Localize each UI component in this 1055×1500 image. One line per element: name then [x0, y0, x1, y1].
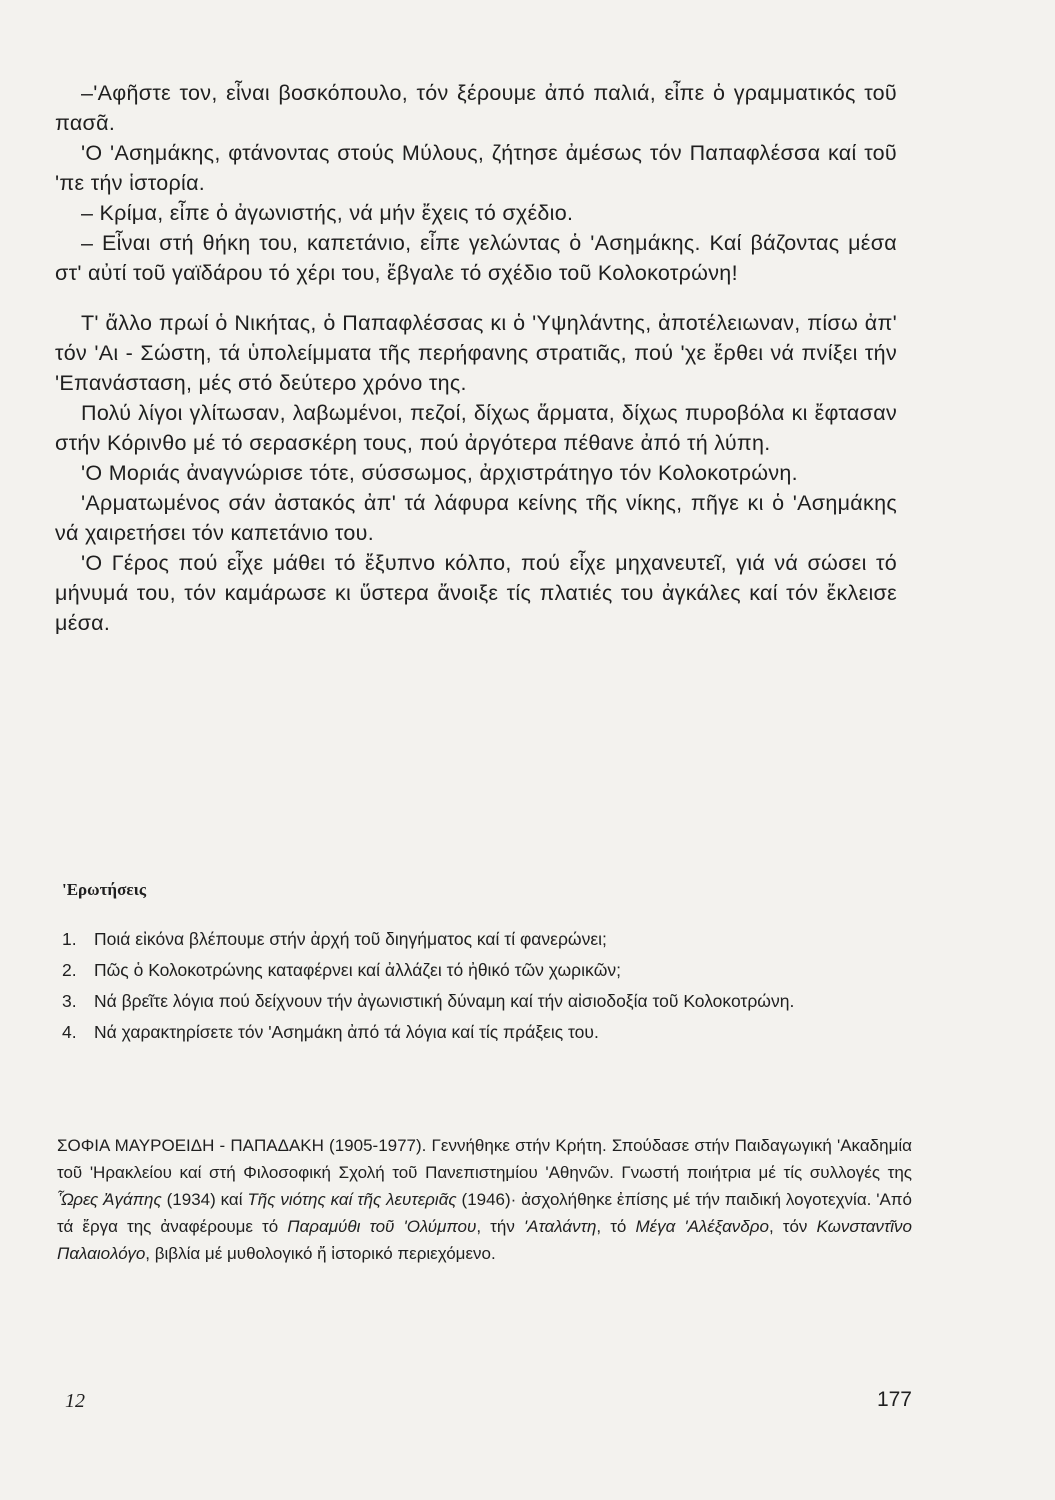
work-title: Μέγα 'Αλέξανδρο [635, 1217, 769, 1236]
question-number: 1. [62, 929, 77, 949]
question-text: Νά βρεῖτε λόγια πού δείχνουν τήν ἀγωνιστική δύναμη καί τήν αἰσιοδοξία τοῦ Κολοκοτρώνη. [94, 991, 795, 1011]
page-number: 177 [876, 1388, 912, 1411]
bio-text: , βιβλία μέ μυθολογικό ἤ ἱστορικό περιεχόμενο. [145, 1244, 496, 1263]
bio-text: , τό [596, 1217, 636, 1236]
questions-list [62, 925, 902, 1049]
question-number: 4. [62, 1022, 77, 1042]
paragraph: –'Αφῆστε τον, εἶναι βοσκόπουλο, τόν ξέρουμε ἀπό παλιά, εἶπε ὁ γραμματικός τοῦ πασᾶ. [55, 81, 897, 135]
question-item [62, 987, 902, 1015]
bio-text: (1934) καί [161, 1190, 248, 1209]
question-number: 3. [62, 991, 77, 1011]
work-title: Κωνσταντῖνο Παλαιολόγο [57, 1217, 913, 1263]
question-item [62, 925, 902, 953]
question-item [62, 1018, 902, 1046]
bio-text: ΣΟΦΙΑ ΜΑΥΡΟΕΙΔΗ - ΠΑΠΑΔΑΚΗ (1905-1977). Γεννήθηκε στήν Κρήτη. Σπούδασε στήν Παιδαγωγική 'Ακαδημία τοῦ 'Ηρακλείου καί στή Φιλοσοφική Σχολή τοῦ Πανεπιστημίου 'Αθηνῶν. Γνωστή ποιήτρια μέ τίς συλλογές της [57, 1136, 912, 1182]
question-text: Ποιά εἰκόνα βλέπουμε στήν ἀρχή τοῦ διηγήματος καί τί φανερώνει; [94, 929, 607, 949]
questions-heading: 'Ερωτήσεις [62, 880, 147, 899]
paragraph: 'Ο 'Ασημάκης, φτάνοντας στούς Μύλους, ζήτησε ἀμέσως τόν Παπαφλέσσα καί τοῦ 'πε τήν ἱστορία. [55, 141, 897, 195]
paragraph: 'Αρματωμένος σάν ἀστακός ἀπ' τά λάφυρα κείνης τῆς νίκης, πῆγε κι ὁ 'Ασημάκης νά χαιρετήσει τόν καπετάνιο του. [55, 491, 897, 545]
paragraph: 'Ο Μοριάς ἀναγνώρισε τότε, σύσσωμος, ἀρχιστράτηγο τόν Κολοκοτρώνη. [81, 461, 798, 485]
question-item [62, 956, 902, 984]
question-text: Πῶς ὁ Κολοκοτρώνης καταφέρνει καί ἀλλάζει τό ἠθικό τῶν χωρικῶν; [94, 960, 622, 980]
bio-text: , τόν [768, 1217, 817, 1236]
bio-text: (1946)· ἀσχολήθηκε ἐπίσης μέ τήν παιδική λογοτεχνία. 'Από τά ἔργα της ἀναφέρουμε τό [57, 1190, 912, 1236]
work-title: 'Αταλάντη [523, 1217, 597, 1236]
paragraph: – Κρίμα, εἶπε ὁ ἀγωνιστής, νά μήν ἔχεις τό σχέδιο. [81, 201, 574, 225]
work-title: Τῆς νιότης καί τῆς λευτεριᾶς [247, 1190, 457, 1209]
question-number: 2. [62, 960, 77, 980]
story-text [55, 78, 897, 638]
paragraph: Τ' ἄλλο πρωί ὁ Νικήτας, ὁ Παπαφλέσσας κι ὁ 'Υψηλάντης, ἀποτέλειωναν, πίσω ἀπ' τόν 'Αι - Σώστη, τά ὑπολείμματα τῆς περήφανης στρατιᾶς, πού 'χε ἔρθει νά πνίξει τήν 'Επανάσταση, μές στό δεύτερο χρόνο της. [55, 311, 897, 395]
work-title: Παραμύθι τοῦ 'Ολύμπου [287, 1217, 477, 1236]
signature-mark: 12 [65, 1390, 85, 1412]
bio-text: , τήν [476, 1217, 524, 1236]
author-biography [57, 1132, 912, 1267]
work-title: Ὧρες Ἀγάπης [57, 1190, 162, 1209]
question-text: Νά χαρακτηρίσετε τόν 'Ασημάκη ἀπό τά λόγια καί τίς πράξεις του. [94, 1022, 599, 1042]
paragraph: – Εἶναι στή θήκη του, καπετάνιο, εἶπε γελώντας ὁ 'Ασημάκης. Καί βάζοντας μέσα στ' αὐτί τοῦ γαϊδάρου τό χέρι του, ἔβγαλε τό σχέδιο τοῦ Κολοκοτρώνη! [55, 231, 897, 285]
paragraph: Πολύ λίγοι γλίτωσαν, λαβωμένοι, πεζοί, δίχως ἅρματα, δίχως πυροβόλα κι ἔφτασαν στήν Κόρινθο μέ τό σερασκέρη τους, πού ἀργότερα πέθανε ἀπό τή λύπη. [55, 401, 897, 455]
paragraph: 'Ο Γέρος πού εἶχε μάθει τό ἔξυπνο κόλπο, πού εἶχε μηχανευτεῖ, γιά νά σώσει τό μήνυμά του, τόν καμάρωσε κι ὕστερα ἄνοιξε τίς πλατιές του ἀγκάλες καί τόν ἔκλεισε μέσα. [55, 551, 897, 635]
